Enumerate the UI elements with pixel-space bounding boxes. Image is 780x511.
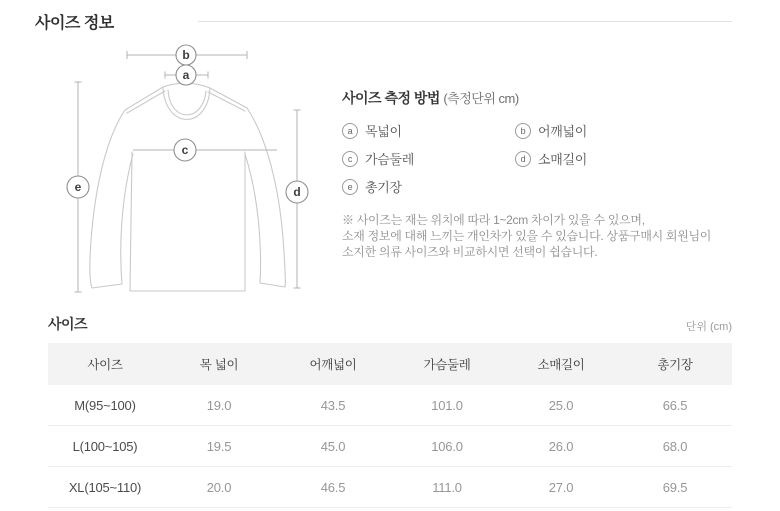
legend-item-shoulder (515, 121, 762, 140)
legend-key-e: e (342, 179, 358, 195)
table-cell: 68.0 (618, 426, 732, 467)
column-header-sleeve: 소매길이 (504, 343, 618, 385)
table-row-l (48, 426, 732, 467)
legend-label-length: 총기장 (365, 180, 402, 195)
size-table-head (48, 343, 732, 385)
table-cell: 101.0 (390, 385, 504, 426)
shirt-outline-drawing (55, 38, 315, 300)
marker-d-label: d (293, 185, 301, 199)
size-table-title: 사이즈 (48, 316, 88, 332)
legend-item-neck (342, 121, 515, 140)
legend-item-length (342, 177, 515, 196)
measure-guide-title-text: 사이즈 측정 방법 (342, 90, 440, 106)
measure-unit-note: (측정단위 cm) (443, 91, 519, 106)
size-label-cell: L(100~105) (48, 426, 162, 467)
table-cell: 69.5 (618, 467, 732, 508)
table-cell: 46.5 (276, 467, 390, 508)
table-cell: 111.0 (390, 467, 504, 508)
legend-label-shoulder: 어깨넓이 (538, 124, 588, 139)
size-label-cell: M(95~100) (48, 385, 162, 426)
legend-key-d: d (515, 151, 531, 167)
table-cell: 27.0 (504, 467, 618, 508)
size-notice (342, 212, 762, 260)
size-label-cell: XL(105~110) (48, 467, 162, 508)
page-title: 사이즈 정보 (35, 15, 114, 32)
table-cell: 43.5 (276, 385, 390, 426)
shirt-measurement-diagram (55, 38, 315, 300)
marker-e-label: e (74, 180, 82, 194)
column-header-length: 총기장 (618, 343, 732, 385)
table-cell: 19.5 (162, 426, 276, 467)
table-row-xl (48, 467, 732, 508)
legend-item-chest (342, 149, 515, 168)
measure-guide (342, 88, 762, 260)
table-row-m (48, 385, 732, 426)
table-cell: 20.0 (162, 467, 276, 508)
legend-item-sleeve (515, 149, 762, 168)
size-notice-line3: 소지한 의류 사이즈와 비교하시면 선택이 쉽습니다. (342, 245, 598, 259)
marker-c-label: c (181, 143, 189, 157)
size-notice-line1: ※ 사이즈는 재는 위치에 따라 1~2cm 차이가 있을 수 있으며, (342, 213, 645, 227)
legend-label-sleeve: 소매길이 (538, 152, 588, 167)
column-header-chest: 가슴둘레 (390, 343, 504, 385)
legend-key-a: a (342, 123, 358, 139)
marker-b-label: b (182, 48, 190, 62)
size-table (48, 343, 732, 508)
table-cell: 106.0 (390, 426, 504, 467)
column-header-neck: 목 넓이 (162, 343, 276, 385)
table-cell: 26.0 (504, 426, 618, 467)
size-notice-line2: 소재 정보에 대해 느끼는 개인차가 있을 수 있습니다. 상품구매시 회원님이 (342, 229, 712, 243)
legend-key-b: b (515, 123, 531, 139)
table-cell: 19.0 (162, 385, 276, 426)
size-table-section (48, 314, 732, 508)
size-table-header-row (48, 314, 732, 334)
header-divider (198, 21, 732, 22)
measure-legend (342, 121, 762, 196)
measure-guide-title (342, 88, 762, 108)
marker-a-label: a (182, 68, 190, 82)
size-table-unit: 단위 (cm) (685, 321, 732, 333)
legend-label-chest: 가슴둘레 (365, 152, 415, 167)
legend-key-c: c (342, 151, 358, 167)
column-header-shoulder: 어깨넓이 (276, 343, 390, 385)
table-cell: 66.5 (618, 385, 732, 426)
table-cell: 25.0 (504, 385, 618, 426)
column-header-size: 사이즈 (48, 343, 162, 385)
table-cell: 45.0 (276, 426, 390, 467)
legend-label-neck: 목넓이 (365, 124, 402, 139)
